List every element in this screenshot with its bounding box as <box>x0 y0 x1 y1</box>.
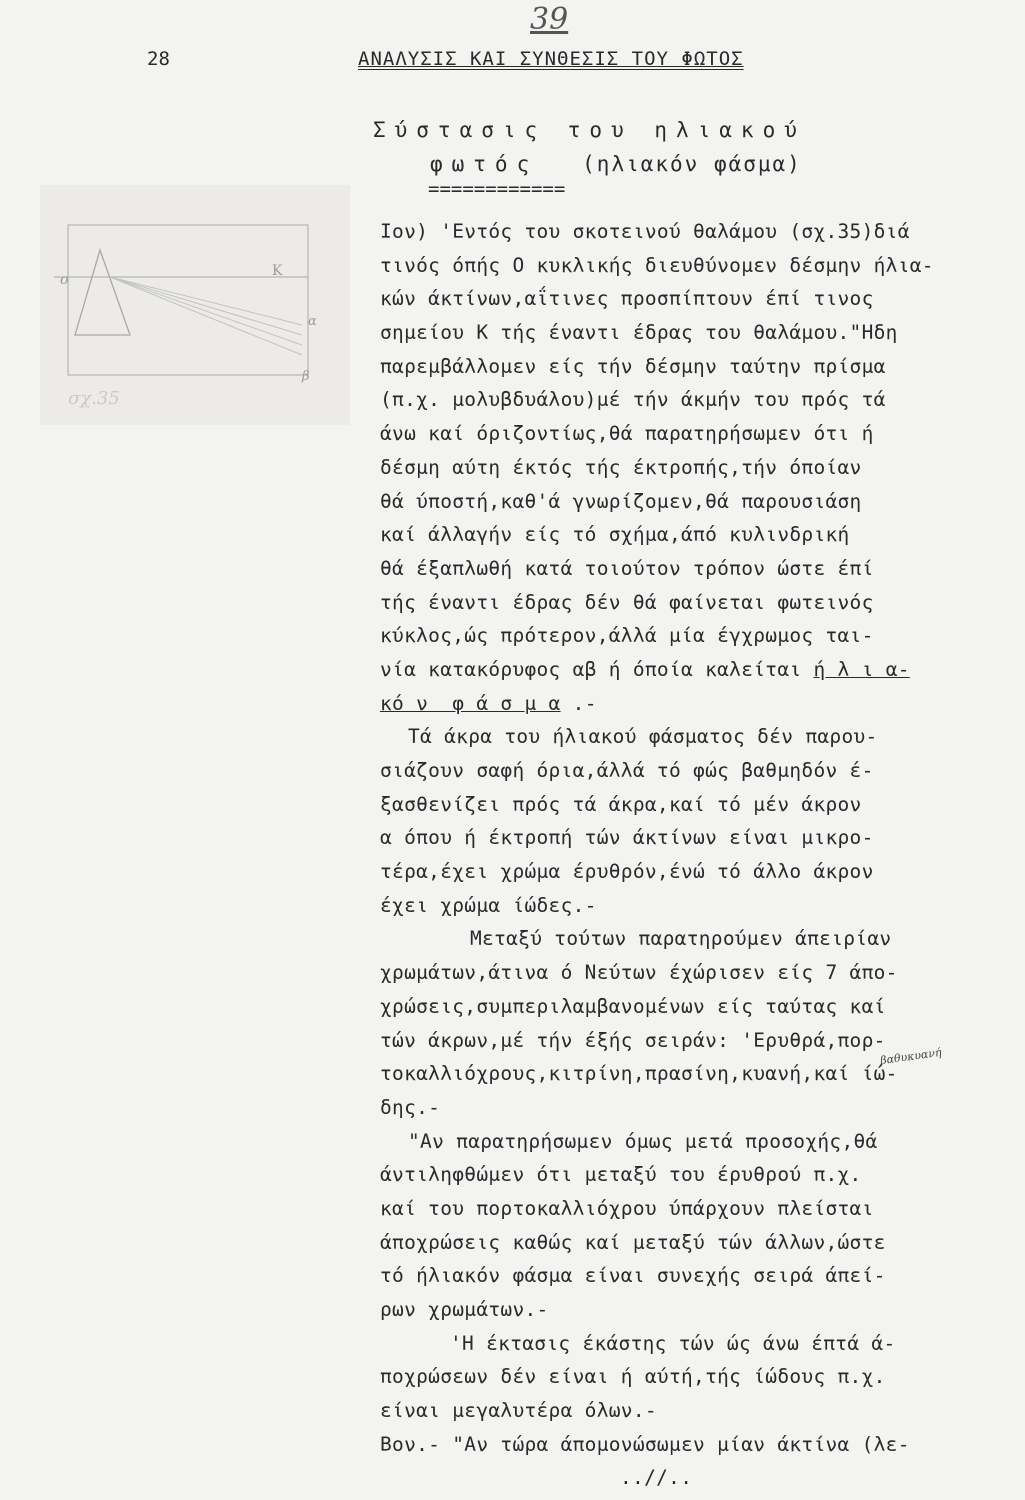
text-line: Μεταξύ τούτων παρατηρούμεν άπειρίαν <box>470 927 892 951</box>
text-line: δέσμη αύτη έκτός τής έκτροπής,τήν όποίαν <box>380 455 862 479</box>
spectrum-term-end: .- <box>560 691 597 715</box>
text-line: άποχρώσεις καθώς καί μεταξύ τών άλλων,ώστε <box>380 1230 886 1254</box>
text-line: χρωμάτων,άτινα ό Νεύτων έχώρισεν είς 7 άπο- <box>380 961 898 985</box>
spectrum-term: ή λ ι α- <box>813 657 910 681</box>
text-line: κύκλος,ώς πρότερον,άλλά μία έγχρωμος ται- <box>380 624 874 648</box>
text-line: σημείου Κ τής έναντι έδρας του θαλάμου."Ηδη <box>380 321 898 345</box>
text-line: τό ήλιακόν φάσμα είναι συνεχής σειρά άπεί- <box>380 1264 886 1288</box>
body-text <box>380 215 1000 1495</box>
text-line: Ιον) 'Εντός του σκοτεινού θαλάμου (σχ.35)διά <box>380 220 910 243</box>
section-title-word: φωτός <box>430 152 539 176</box>
text-line: είναι μεγαλυτέρα όλων.- <box>380 1399 657 1423</box>
text-line: χρώσεις,συμπεριλαμβανομένων είς ταύτας καί <box>380 994 886 1018</box>
text-line: τοκαλλιόχρους,κιτρίνη,πρασίνη,κυανή,καί ίώ- <box>380 1062 898 1086</box>
figure-caption: σχ.35 <box>68 388 120 409</box>
text-line: (π.χ. μολυβδυάλου)μέ τήν άκμήν του πρός τά <box>380 388 886 412</box>
text-line: Τά άκρα του ήλιακού φάσματος δέν παρου- <box>408 725 878 749</box>
text-line: τινός όπής Ο κυκλικής διευθύνομεν δέσμην ήλια- <box>380 253 934 277</box>
text-line: σιάζουν σαφή όρια,άλλά τό φώς βαθμηδόν έ- <box>380 759 874 782</box>
folio-number: 39 <box>530 2 569 37</box>
text-line: θά ύποστή,καθ'ά γνωρίζομεν,θά παρουσιάση <box>380 489 862 513</box>
handwritten-note: βαθυκυανή <box>879 1045 943 1068</box>
text-line: α όπου ή έκτροπή τών άκτίνων είναι μικρο- <box>380 826 874 850</box>
label-b: β <box>302 369 310 384</box>
text-line: "Αν παρατηρήσωμεν όμως μετά προσοχής,θά <box>408 1129 878 1153</box>
text-line: θά έξαπλωθή κατά τοιούτον τρόπον ώστε έπί <box>380 556 874 580</box>
dispersed-ray-4 <box>110 277 302 355</box>
text-line: τέρα,έχει χρώμα έρυθρόν,ένώ τό άλλο άκρον <box>380 860 874 884</box>
text-line: ξασθενίζει πρός τά άκρα,καί τό μέν άκρον <box>380 792 862 816</box>
dispersed-ray-3 <box>110 277 302 345</box>
chamber-outline <box>68 225 308 375</box>
label-o: ο <box>60 272 69 288</box>
text-line: κών άκτίνων,αΐτινες προσπίπτουν έπί τινος <box>380 287 874 311</box>
label-k: Κ <box>272 263 283 279</box>
text-line: έχει χρώμα ίώδες.- <box>380 893 597 917</box>
text-line: Βον.- "Αν τώρα άπομονώσωμεν μίαν άκτίνα (λε- <box>380 1432 910 1456</box>
text-line: τών άκρων,μέ τήν έξής σειράν: 'Ερυθρά,πορ- <box>380 1028 886 1052</box>
text-line: καί του πορτοκαλλιόχρου ύπάρχουν πλείσται <box>380 1196 874 1220</box>
text-line: ρων χρωμάτων.- <box>380 1298 549 1321</box>
text-line: ποχρώσεων δέν είναι ή αύτή,τής ίώδους π.χ. <box>380 1365 886 1389</box>
text-line: τής έναντι έδρας δέν θά φαίνεται φωτεινός <box>380 590 874 614</box>
text-line: καί άλλαγήν είς τό σχήμα,άπό κυλινδρική <box>380 523 850 547</box>
running-head: ΑΝΑΛΥΣΙΣ ΚΑΙ ΣΥΝΘΕΣΙΣ ΤΟΥ ΦΩΤΟΣ <box>358 48 744 70</box>
dispersed-ray-1 <box>110 277 302 325</box>
dispersed-ray-2 <box>110 277 302 335</box>
section-title-line2 <box>430 152 802 176</box>
text-line <box>380 687 1000 721</box>
section-subtitle: (ηλιακόν φάσμα) <box>582 152 802 176</box>
continuation-mark: ..//.. <box>620 1466 693 1490</box>
prism-triangle <box>75 250 130 335</box>
spectrum-term-cont: κό ν φ ά σ μ α <box>380 691 561 715</box>
page-number: 28 <box>147 48 170 70</box>
text-line <box>380 653 1000 687</box>
text-line: παρεμβάλλομεν είς τήν δέσμην ταύτην πρίσμα <box>380 354 886 378</box>
text-line: άντιληφθώμεν ότι μεταξύ του έρυθρού π.χ. <box>380 1163 862 1187</box>
text-line: δης.- <box>380 1095 441 1119</box>
text-line: 'Η έκτασις έκάστης τών ώς άνω έπτά ά- <box>450 1331 896 1355</box>
text-line-start: νία κατακόρυφος αβ ή όποία καλείται <box>380 657 814 681</box>
section-title-line1: Σύστασις του ηλιακού <box>373 118 806 142</box>
text-line: άνω καί όριζοντίως,θά παρατηρήσωμεν ότι ή <box>380 422 874 446</box>
section-title-rule: ============ <box>428 178 566 200</box>
label-a: α <box>308 314 317 329</box>
